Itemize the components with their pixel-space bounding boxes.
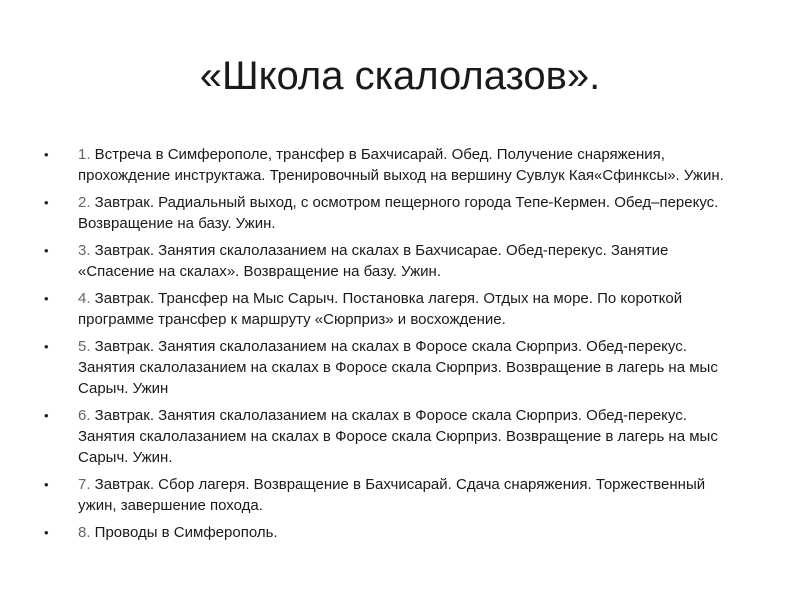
item-text: Завтрак. Занятия скалолазанием на скалах в Форосе скала Сюрприз. Обед-перекус. Занятия скалолазанием на скалах в Форосе скала Сюрприз. Возвращение в лагерь на мыс Сарыч. Ужин.: [78, 407, 718, 466]
slide-title: «Школа скалолазов».: [199, 54, 601, 98]
bullet-icon: •: [44, 243, 49, 258]
bullet-icon: •: [44, 525, 49, 540]
item-number: 2.: [78, 194, 91, 211]
bullet-icon: •: [44, 291, 49, 306]
list-item: [44, 405, 734, 468]
list-item: [44, 288, 734, 330]
item-text: Завтрак. Трансфер на Мыс Сарыч. Постановка лагеря. Отдых на море. По короткой программе трансфер к маршруту «Сюрприз» и восхождение.: [78, 290, 683, 328]
list-item: [44, 522, 734, 543]
item-number: 6.: [78, 407, 91, 424]
bullet-icon: •: [44, 408, 49, 423]
item-text: Завтрак. Занятия скалолазанием на скалах в Бахчисарае. Обед-перекус. Занятие «Спасение на скалах». Возвращение на базу. Ужин.: [78, 242, 669, 280]
item-number: 4.: [78, 290, 91, 307]
item-number: 8.: [78, 524, 91, 541]
item-text: Завтрак. Радиальный выход, с осмотром пещерного города Тепе-Кермен. Обед–перекус. Возвращение на базу. Ужин.: [78, 194, 719, 232]
bullet-icon: •: [44, 147, 49, 162]
list-item: [44, 144, 734, 186]
item-text: Завтрак. Сбор лагеря. Возвращение в Бахчисарай. Сдача снаряжения. Торжественный ужин, завершение похода.: [78, 476, 706, 514]
list-item: [44, 474, 734, 516]
item-number: 7.: [78, 476, 91, 493]
item-text: Встреча в Симферополе, трансфер в Бахчисарай. Обед. Получение снаряжения, прохождение инструктажа. Тренировочный выход на вершину Сувлук Кая«Сфинксы». Ужин.: [78, 146, 724, 184]
item-number: 1.: [78, 146, 91, 163]
bullet-icon: •: [44, 477, 49, 492]
list-item: [44, 192, 734, 234]
itinerary-list: [44, 144, 734, 549]
bullet-icon: •: [44, 339, 49, 354]
list-item: [44, 240, 734, 282]
item-text: Проводы в Симферополь.: [90, 524, 278, 541]
list-item: [44, 336, 734, 399]
item-number: 3.: [78, 242, 91, 259]
item-number: 5.: [78, 338, 91, 355]
item-text: Завтрак. Занятия скалолазанием на скалах в Форосе скала Сюрприз. Обед-перекус. Занятия скалолазанием на скалах в Форосе скала Сюрприз. Возвращение в лагерь на мыс Сарыч. Ужин: [78, 338, 718, 397]
bullet-icon: •: [44, 195, 49, 210]
